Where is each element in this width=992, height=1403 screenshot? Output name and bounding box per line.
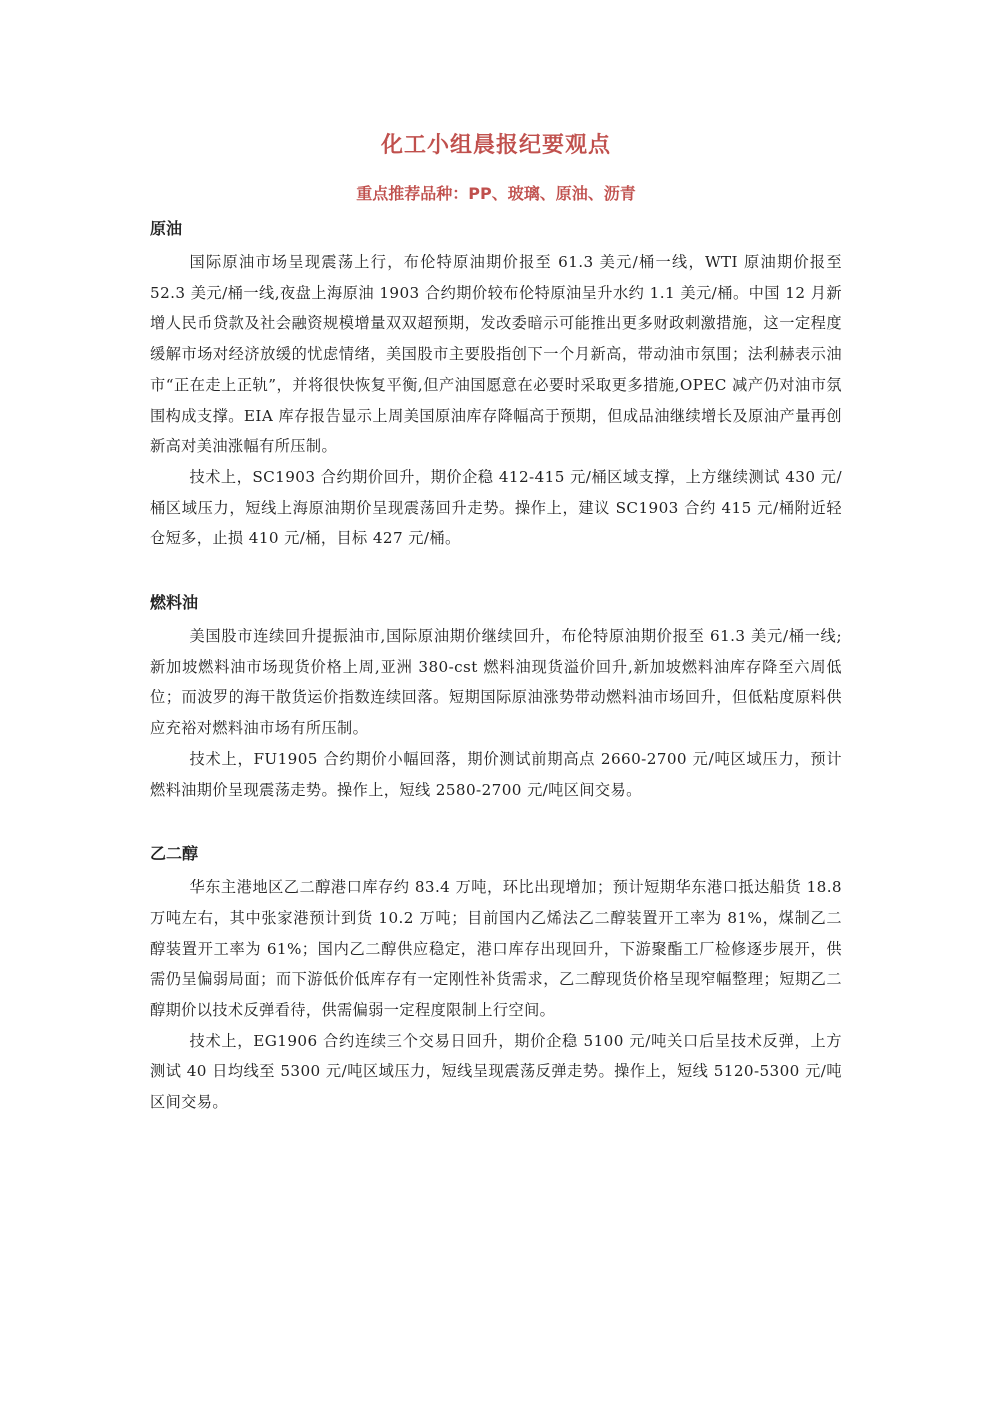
- document-title: 化工小组晨报纪要观点: [380, 133, 611, 158]
- document-subtitle: 重点推荐品种：PP、玻璃、原油、沥青: [356, 184, 636, 203]
- document-page: [150, 128, 842, 1154]
- section-crude-oil: [150, 216, 842, 554]
- paragraph: 技术上，EG1906 合约连续三个交易日回升，期价企稳 5100 元/吨关口后呈技术反弹，上方测试 40 日均线至 5300 元/吨区域压力，短线呈现震荡反弹走势。操作上，短线 5120-5300 元/吨区间交易。: [150, 1031, 842, 1112]
- section-heading: 燃料油: [150, 593, 199, 613]
- paragraph: 华东主港地区乙二醇港口库存约 83.4 万吨，环比出现增加；预计短期华东港口抵达船货 18.8 万吨左右，其中张家港预计到货 10.2 万吨；目前国内乙烯法乙二醇装置开工率为 81%，煤制乙二醇装置开工率为 61%；国内乙二醇供应稳定，港口库存出现回升，下游聚酯工厂检修逐步展开，供需仍呈偏弱局面；而下游低价低库存有一定刚性补货需求，乙二醇现货价格呈现窄幅整理；短期乙二醇期价以技术反弹看待，供需偏弱一定程度限制上行空间。: [150, 878, 842, 1020]
- paragraph: 美国股市连续回升提振油市,国际原油期价继续回升，布伦特原油期价报至 61.3 美元/桶一线;新加坡燃料油市场现货价格上周,亚洲 380-cst 燃料油现货溢价回升,新加坡燃料油库存降至六周低位；而波罗的海干散货运价指数连续回落。短期国际原油涨势带动燃料油市场回升，但低粘度原料供应充裕对燃料油市场有所压制。: [150, 627, 842, 738]
- section-fuel-oil: [150, 590, 842, 805]
- paragraph: 技术上，SC1903 合约期价回升，期价企稳 412-415 元/桶区域支撑，上方继续测试 430 元/桶区域压力，短线上海原油期价呈现震荡回升走势。操作上，建议 SC1903 合约 415 元/桶附近轻仓短多，止损 410 元/桶，目标 427 元/桶。: [150, 467, 842, 548]
- paragraph: 技术上，FU1905 合约期价小幅回落，期价测试前期高点 2660-2700 元/吨区域压力，预计燃料油期价呈现震荡走势。操作上，短线 2580-2700 元/吨区间交易。: [150, 749, 842, 799]
- section-heading: 乙二醇: [150, 844, 199, 864]
- paragraph: 国际原油市场呈现震荡上行，布伦特原油期价报至 61.3 美元/桶一线，WTI 原油期价报至 52.3 美元/桶一线,夜盘上海原油 1903 合约期价较布伦特原油呈升水约 1.1 美元/桶。中国 12 月新增人民币贷款及社会融资规模增量双双超预期，发改委暗示可能推出更多财政刺激措施，这一定程度缓解市场对经济放缓的忧虑情绪，美国股市主要股指创下一个月新高，带动油市氛围；法利赫表示油市“正在走上正轨”，并将很快恢复平衡,但产油国愿意在必要时采取更多措施,OPEC 减产仍对油市氛围构成支撑。EIA 库存报告显示上周美国原油库存降幅高于预期，但成品油继续增长及原油产量再创新高对美油涨幅有所压制。: [150, 253, 842, 456]
- section-heading: 原油: [150, 219, 183, 238]
- section-ethylene-glycol: [150, 841, 842, 1118]
